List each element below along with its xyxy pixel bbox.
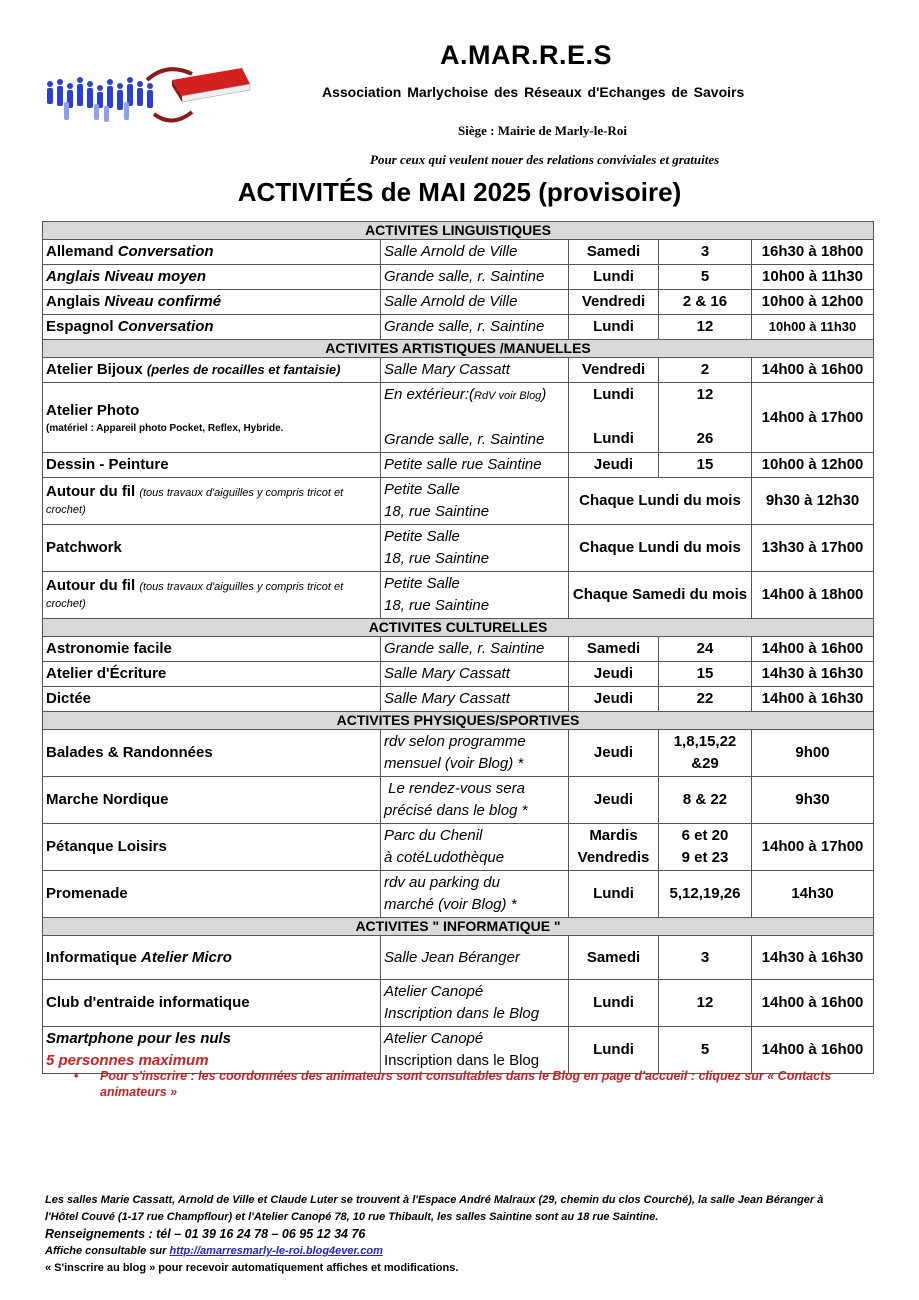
table-row: [43, 572, 874, 619]
date: 15: [659, 662, 752, 687]
location-line: rdv selon programme: [384, 733, 526, 750]
section-header: [43, 222, 874, 240]
day: Jeudi: [569, 777, 659, 824]
table-row: [43, 824, 874, 871]
time: 14h30: [752, 871, 874, 918]
location-line: En extérieur:(: [384, 386, 475, 403]
location-line: à cotéLudothèque: [384, 849, 505, 866]
activity-name: [43, 687, 381, 712]
day: Jeudi: [569, 662, 659, 687]
location-line: Atelier Canopé: [384, 1030, 484, 1047]
date-line: 9 et 23: [681, 849, 729, 866]
table-row: [43, 265, 874, 290]
activity-label: Pétanque Loisirs: [46, 838, 167, 855]
location-line: Parc du Chenil: [384, 827, 483, 844]
activity-label: Anglais: [46, 293, 105, 310]
activity-name: [43, 290, 381, 315]
activity-label: Allemand: [46, 243, 118, 260]
activity-label: Balades & Randonnées: [46, 744, 213, 761]
section-header: [43, 619, 874, 637]
footer: [45, 1192, 845, 1277]
date: [659, 730, 752, 777]
location: [381, 824, 569, 871]
footer-contact: Renseignements : tél – 01 39 16 24 78 – 06 95 12 34 76: [45, 1227, 366, 1241]
location-note: RdV voir Blog: [474, 390, 542, 402]
activity-label: Atelier Bijoux: [46, 361, 147, 378]
date: 12: [659, 980, 752, 1027]
day-line: Lundi: [593, 430, 634, 447]
section-header: [43, 340, 874, 358]
activity-name: [43, 730, 381, 777]
time: 14h00 à 17h00: [752, 383, 874, 453]
activity-label: Patchwork: [46, 539, 122, 556]
activity-sublabel: (perles de rocailles et fantaisie): [146, 362, 341, 377]
time: 9h30 à 12h30: [752, 478, 874, 525]
table-row: [43, 240, 874, 265]
location: Salle Arnold de Ville: [381, 240, 569, 265]
activity-note: (tous travaux d'aiguilles y compris tricot et crochet): [46, 581, 344, 610]
table-row: [43, 980, 874, 1027]
activity-note: (matériel : Appareil photo Pocket, Reflex, Hybride.: [46, 422, 284, 434]
day-line: Mardis: [589, 827, 638, 844]
table-row: [43, 687, 874, 712]
date-line: &29: [691, 755, 719, 772]
day: Lundi: [569, 980, 659, 1027]
activity-name: [43, 824, 381, 871]
activity-name: [43, 1027, 381, 1074]
date: 3: [659, 240, 752, 265]
section-title: ACTIVITES " INFORMATIQUE ": [43, 918, 874, 936]
day: Vendredi: [569, 290, 659, 315]
activity-name: [43, 478, 381, 525]
location: Salle Mary Cassatt: [381, 662, 569, 687]
logo: [42, 62, 252, 128]
tagline: Pour ceux qui veulent nouer des relations conviviales et gratuites: [370, 152, 720, 167]
schedule-recurrence: Chaque Lundi du mois: [569, 478, 752, 525]
registration-note-text: Pour s'inscrire : les coordonnées des animateurs sont consultables dans le Blog en page d'accueil : cliquez sur « Contacts animateurs »: [100, 1069, 832, 1099]
date: 15: [659, 453, 752, 478]
date-line: 26: [696, 430, 714, 447]
day: Vendredi: [569, 358, 659, 383]
footer-salles: Les salles Marie Cassatt, Arnold de Ville et Claude Luter se trouvent à l'Espace André Malraux (29, chemin du clos Courché), la salle Jean Béranger à l'Hôtel Couvé (1-17 rue Champflour) et l'Atelier Canopé 78, 10 rue Thibault, les salles Saintine sont au 18 rue Saintine.: [45, 1194, 824, 1223]
schedule-recurrence: Chaque Lundi du mois: [569, 525, 752, 572]
location: [381, 777, 569, 824]
location-line: Petite Salle: [384, 575, 460, 592]
activity-sublabel: Niveau confirmé: [104, 293, 222, 310]
activity-label: Espagnol: [46, 318, 118, 335]
time: 10h00 à 12h00: [752, 290, 874, 315]
date: 3: [659, 936, 752, 980]
org-name: Association Marlychoise des Réseaux d'Echanges de Savoirs: [322, 84, 745, 100]
day: Lundi: [569, 871, 659, 918]
section-title: ACTIVITES CULTURELLES: [43, 619, 874, 637]
date: 2 & 16: [659, 290, 752, 315]
location: [381, 572, 569, 619]
section-header: [43, 712, 874, 730]
location: [381, 478, 569, 525]
activity-name: [43, 777, 381, 824]
date: 5,12,19,26: [659, 871, 752, 918]
activity-name: [43, 637, 381, 662]
location: [381, 1027, 569, 1074]
day-line: Lundi: [593, 386, 634, 403]
location-line: Inscription dans le Blog: [384, 1005, 540, 1022]
location-line: 18, rue Saintine: [384, 503, 490, 520]
location: [381, 980, 569, 1027]
time: 9h00: [752, 730, 874, 777]
activity-label: Smartphone pour les nuls: [46, 1030, 232, 1047]
activity-name: [43, 358, 381, 383]
activity-label: Dictée: [46, 690, 92, 707]
location-line: rdv au parking du: [384, 874, 500, 891]
location-line: précisé dans le blog *: [384, 802, 528, 819]
location-line: 18, rue Saintine: [384, 597, 490, 614]
day: Samedi: [569, 637, 659, 662]
time: 16h30 à 18h00: [752, 240, 874, 265]
section-title: ACTIVITES LINGUISTIQUES: [43, 222, 874, 240]
footer-affiche: [45, 1243, 845, 1260]
date: [659, 824, 752, 871]
location: [381, 871, 569, 918]
activity-label: Astronomie facile: [46, 640, 172, 657]
footer-inscrire: « S'inscrire au blog » pour recevoir automatiquement affiches et modifications.: [45, 1262, 459, 1274]
activity-name: [43, 572, 381, 619]
day: [569, 824, 659, 871]
activity-label: Atelier d'Écriture: [46, 665, 167, 682]
schedule-table: [42, 221, 874, 1074]
day: Samedi: [569, 936, 659, 980]
capacity-note: 5 personnes maximum: [46, 1052, 209, 1069]
org-title: A.MAR.R.E.S: [440, 40, 613, 70]
activity-sublabel: Conversation: [117, 243, 214, 260]
day: Jeudi: [569, 687, 659, 712]
location-line: 18, rue Saintine: [384, 550, 490, 567]
day-line: Vendredis: [577, 849, 650, 866]
time: 14h00 à 16h30: [752, 687, 874, 712]
location: Petite salle rue Saintine: [381, 453, 569, 478]
activity-name: [43, 525, 381, 572]
blog-link[interactable]: http://amarresmarly-le-roi.blog4ever.com: [169, 1245, 383, 1257]
date: 2: [659, 358, 752, 383]
table-row: [43, 478, 874, 525]
activity-label: Dessin - Peinture: [46, 456, 169, 473]
table-row: [43, 936, 874, 980]
location-paren: ): [541, 386, 547, 403]
location-line: Le rendez-vous sera: [384, 780, 525, 797]
activity-name: [43, 980, 381, 1027]
activity-sublabel: Conversation: [117, 318, 214, 335]
time: 14h30 à 16h30: [752, 662, 874, 687]
activity-name: [43, 383, 381, 453]
table-row: [43, 777, 874, 824]
time: 14h00 à 16h00: [752, 1027, 874, 1074]
location: Grande salle, r. Saintine: [381, 265, 569, 290]
siege-address: Siège : Mairie de Marly-le-Roi: [458, 123, 627, 138]
date-line: 6 et 20: [681, 827, 729, 844]
activity-name: [43, 662, 381, 687]
date-line: 12: [696, 386, 714, 403]
location: Salle Jean Béranger: [381, 936, 569, 980]
location-line: Petite Salle: [384, 481, 460, 498]
date: 5: [659, 265, 752, 290]
time: 14h30 à 16h30: [752, 936, 874, 980]
time: 10h00 à 11h30: [752, 265, 874, 290]
time: 14h00 à 16h00: [752, 980, 874, 1027]
day: Lundi: [569, 315, 659, 340]
activity-name: [43, 315, 381, 340]
date-line: 1,8,15,22: [673, 733, 737, 750]
day: [569, 383, 659, 453]
location-line: mensuel (voir Blog) *: [384, 755, 524, 772]
activity-label: Promenade: [46, 885, 128, 902]
day: Samedi: [569, 240, 659, 265]
time: 14h00 à 18h00: [752, 572, 874, 619]
section-title: ACTIVITES PHYSIQUES/SPORTIVES: [43, 712, 874, 730]
location: Salle Mary Cassatt: [381, 687, 569, 712]
day: Jeudi: [569, 453, 659, 478]
location-line: Petite Salle: [384, 528, 460, 545]
location: [381, 730, 569, 777]
location: Grande salle, r. Saintine: [381, 315, 569, 340]
page-title: [0, 177, 919, 208]
location-line: Grande salle, r. Saintine: [384, 431, 545, 448]
location-line: Atelier Canopé: [384, 983, 484, 1000]
day: Jeudi: [569, 730, 659, 777]
activity-label: Informatique: [46, 948, 142, 966]
activity-label: Marche Nordique: [46, 791, 169, 808]
activity-label: Atelier Photo: [46, 401, 140, 419]
location-line: marché (voir Blog) *: [384, 896, 517, 913]
location: Salle Arnold de Ville: [381, 290, 569, 315]
location: Salle Mary Cassatt: [381, 358, 569, 383]
location: [381, 525, 569, 572]
footer-affiche-label: Affiche consultable sur: [45, 1245, 170, 1257]
activity-name: [43, 240, 381, 265]
page-title-text: ACTIVITÉS de MAI 2025 (provisoire): [237, 177, 682, 207]
activity-label: Anglais Niveau moyen: [46, 268, 207, 285]
registration-note: [74, 1068, 864, 1100]
table-row: [43, 637, 874, 662]
activity-name: [43, 265, 381, 290]
table-row: [43, 315, 874, 340]
activity-label: Autour du fil: [46, 483, 140, 500]
section-title: ACTIVITES ARTISTIQUES /MANUELLES: [43, 340, 874, 358]
time: 9h30: [752, 777, 874, 824]
table-row: [43, 525, 874, 572]
location: Grande salle, r. Saintine: [381, 637, 569, 662]
date: 22: [659, 687, 752, 712]
time: 10h00 à 12h00: [752, 453, 874, 478]
date: [659, 383, 752, 453]
table-row: [43, 358, 874, 383]
activity-label: Club d'entraide informatique: [46, 994, 250, 1011]
day: Lundi: [569, 265, 659, 290]
day: Lundi: [569, 1027, 659, 1074]
location-line: Inscription dans le Blog: [384, 1052, 540, 1069]
activity-note: (tous travaux d'aiguilles y compris tricot et crochet): [46, 487, 344, 516]
time: 14h00 à 17h00: [752, 824, 874, 871]
activity-name: [43, 453, 381, 478]
date: 12: [659, 315, 752, 340]
date: 24: [659, 637, 752, 662]
activity-sublabel: Atelier Micro: [141, 948, 232, 966]
activity-name: [43, 936, 381, 980]
location: [381, 383, 569, 453]
date: 5: [659, 1027, 752, 1074]
time: 10h00 à 11h30: [752, 315, 874, 340]
activity-label: Autour du fil: [46, 577, 140, 594]
table-row: [43, 290, 874, 315]
schedule-recurrence: Chaque Samedi du mois: [569, 572, 752, 619]
date: 8 & 22: [659, 777, 752, 824]
time: 14h00 à 16h00: [752, 358, 874, 383]
table-row: [43, 730, 874, 777]
activity-name: [43, 871, 381, 918]
table-row: [43, 871, 874, 918]
table-row: [43, 383, 874, 453]
section-header: [43, 918, 874, 936]
table-row: [43, 453, 874, 478]
time: 14h00 à 16h00: [752, 637, 874, 662]
time: 13h30 à 17h00: [752, 525, 874, 572]
table-row: [43, 1027, 874, 1074]
bullet-icon: •: [74, 1069, 79, 1083]
table-row: [43, 662, 874, 687]
